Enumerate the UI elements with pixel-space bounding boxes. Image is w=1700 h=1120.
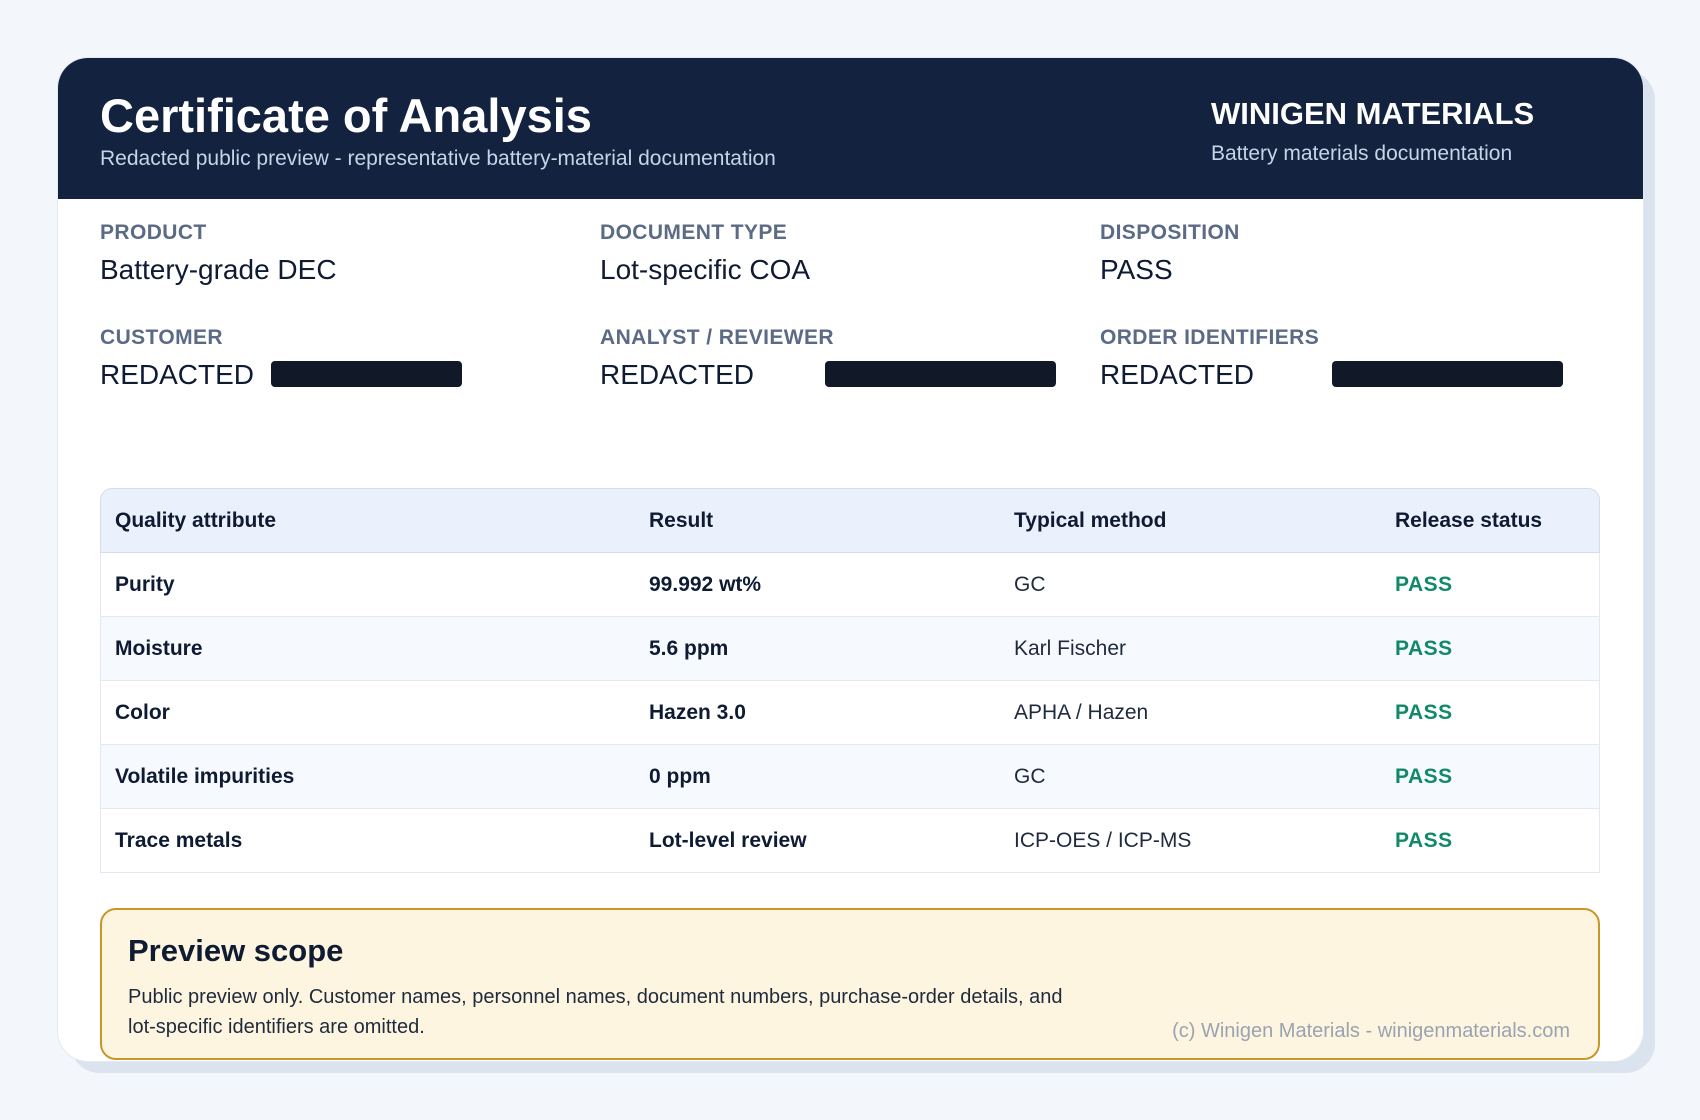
status-badge: PASS: [1395, 701, 1453, 724]
field-product: [100, 221, 580, 288]
column-header-status: Release status: [1395, 509, 1543, 532]
scope-text: Public preview only. Customer names, personnel names, document numbers, purchase-order details, and lot-specific identifiers are omitted.: [128, 986, 1063, 1038]
preview-scope-notice: [100, 908, 1600, 1060]
field-label: ANALYST / REVIEWER: [600, 326, 834, 349]
field-label: DISPOSITION: [1100, 221, 1240, 244]
cell-attribute: Purity: [115, 573, 175, 596]
field-value-wrap: [100, 359, 580, 393]
field-value: PASS: [1100, 254, 1173, 285]
column-header-method: Typical method: [1014, 509, 1167, 532]
table-header-row: [100, 488, 1600, 553]
cell-method: GC: [1014, 573, 1046, 596]
redaction-bar: [271, 361, 462, 387]
cell-method: APHA / Hazen: [1014, 701, 1149, 724]
page-title: Certificate of Analysis: [100, 89, 592, 142]
cell-result: 0 ppm: [649, 765, 711, 788]
scope-title: Preview scope: [128, 933, 344, 968]
field-value: Battery-grade DEC: [100, 254, 337, 285]
cell-attribute: Volatile impurities: [115, 765, 295, 788]
field-label: ORDER IDENTIFIERS: [1100, 326, 1320, 349]
field-label: DOCUMENT TYPE: [600, 221, 788, 244]
status-badge: PASS: [1395, 765, 1453, 788]
status-badge: PASS: [1395, 637, 1453, 660]
cell-result: 5.6 ppm: [649, 637, 729, 660]
field-analyst-reviewer: [600, 326, 1080, 393]
cell-method: ICP-OES / ICP-MS: [1014, 829, 1192, 852]
table-row: [100, 745, 1600, 809]
field-order-identifiers: [1100, 326, 1580, 393]
redaction-bar: [825, 361, 1056, 387]
field-document-type: [600, 221, 1080, 288]
table-row: [100, 681, 1600, 745]
cell-result: 99.992 wt%: [649, 573, 762, 596]
table-row: [100, 553, 1600, 617]
field-value: REDACTED: [600, 359, 755, 390]
cell-attribute: Color: [115, 701, 170, 724]
field-value: REDACTED: [100, 359, 255, 390]
redaction-bar: [1332, 361, 1563, 387]
quality-table: [100, 488, 1600, 873]
field-value: Lot-specific COA: [600, 254, 811, 285]
brand-tagline: Battery materials documentation: [1211, 142, 1513, 165]
cell-result: Hazen 3.0: [649, 701, 746, 724]
field-value: REDACTED: [1100, 359, 1255, 390]
column-header-attribute: Quality attribute: [115, 509, 277, 532]
cell-method: GC: [1014, 765, 1046, 788]
cell-attribute: Moisture: [115, 637, 203, 660]
certificate-header: [58, 58, 1643, 199]
field-customer: [100, 326, 580, 393]
field-label: CUSTOMER: [100, 326, 223, 349]
cell-method: Karl Fischer: [1014, 637, 1127, 660]
field-disposition: [1100, 221, 1580, 288]
table-row: [100, 617, 1600, 681]
column-header-result: Result: [649, 509, 714, 532]
page-subtitle: Redacted public preview - representative battery-material documentation: [100, 147, 776, 170]
certificate-card: [58, 58, 1643, 1061]
field-value-wrap: [600, 359, 1080, 393]
status-badge: PASS: [1395, 829, 1453, 852]
status-badge: PASS: [1395, 573, 1453, 596]
copyright-text: (c) Winigen Materials - winigenmaterials.com: [1172, 1020, 1570, 1042]
cell-attribute: Trace metals: [115, 829, 243, 852]
table-row: [100, 809, 1600, 873]
brand-name: WINIGEN MATERIALS: [1211, 96, 1535, 131]
field-label: PRODUCT: [100, 221, 207, 244]
cell-result: Lot-level review: [649, 829, 807, 852]
field-value-wrap: [1100, 359, 1580, 393]
